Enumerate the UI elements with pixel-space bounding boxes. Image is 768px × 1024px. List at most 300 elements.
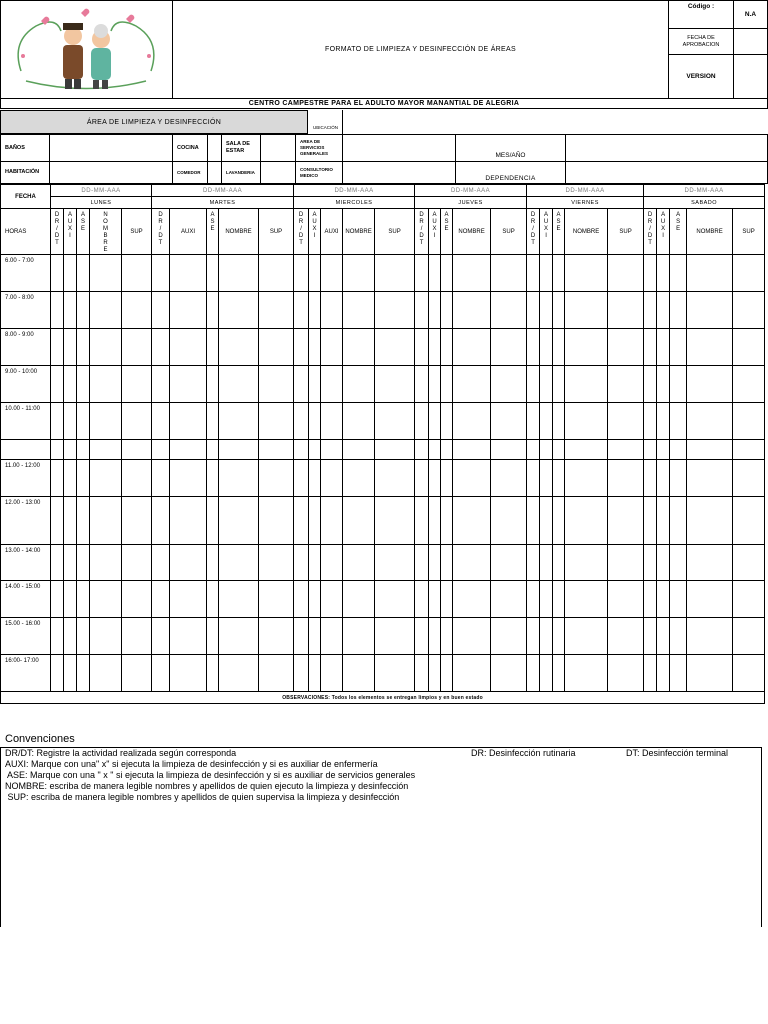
schedule-cell[interactable] bbox=[122, 618, 152, 655]
schedule-cell[interactable] bbox=[90, 545, 122, 581]
schedule-cell[interactable] bbox=[415, 440, 429, 460]
schedule-cell[interactable] bbox=[170, 618, 207, 655]
schedule-cell[interactable] bbox=[375, 366, 415, 403]
schedule-cell[interactable] bbox=[670, 440, 687, 460]
schedule-cell[interactable] bbox=[309, 403, 321, 440]
schedule-cell[interactable] bbox=[733, 545, 765, 581]
schedule-cell[interactable] bbox=[540, 440, 553, 460]
schedule-cell[interactable] bbox=[309, 292, 321, 329]
schedule-cell[interactable] bbox=[441, 329, 453, 366]
schedule-cell[interactable] bbox=[170, 581, 207, 618]
schedule-cell[interactable] bbox=[657, 618, 670, 655]
schedule-cell[interactable] bbox=[453, 497, 491, 545]
schedule-cell[interactable] bbox=[207, 292, 219, 329]
schedule-cell[interactable] bbox=[657, 329, 670, 366]
schedule-cell[interactable] bbox=[152, 460, 170, 497]
schedule-cell[interactable] bbox=[77, 545, 90, 581]
schedule-cell[interactable] bbox=[429, 497, 441, 545]
schedule-cell[interactable] bbox=[491, 403, 527, 440]
schedule-cell[interactable] bbox=[152, 366, 170, 403]
schedule-cell[interactable] bbox=[687, 440, 733, 460]
schedule-cell[interactable] bbox=[670, 618, 687, 655]
version-value[interactable] bbox=[733, 54, 768, 99]
schedule-cell[interactable] bbox=[491, 581, 527, 618]
schedule-cell[interactable] bbox=[259, 618, 294, 655]
schedule-cell[interactable] bbox=[540, 329, 553, 366]
schedule-cell[interactable] bbox=[687, 460, 733, 497]
schedule-cell[interactable] bbox=[657, 655, 670, 692]
schedule-cell[interactable] bbox=[219, 655, 259, 692]
schedule-cell[interactable] bbox=[415, 366, 429, 403]
schedule-cell[interactable] bbox=[90, 440, 122, 460]
schedule-cell[interactable] bbox=[219, 460, 259, 497]
schedule-cell[interactable] bbox=[77, 366, 90, 403]
schedule-cell[interactable] bbox=[343, 366, 375, 403]
schedule-cell[interactable] bbox=[441, 581, 453, 618]
schedule-cell[interactable] bbox=[375, 655, 415, 692]
schedule-cell[interactable] bbox=[51, 497, 64, 545]
schedule-cell[interactable] bbox=[207, 618, 219, 655]
date-field[interactable]: DD-MM-AAA bbox=[527, 185, 644, 197]
schedule-cell[interactable] bbox=[309, 581, 321, 618]
schedule-cell[interactable] bbox=[441, 497, 453, 545]
schedule-cell[interactable] bbox=[540, 292, 553, 329]
schedule-cell[interactable] bbox=[608, 618, 644, 655]
schedule-cell[interactable] bbox=[152, 403, 170, 440]
schedule-cell[interactable] bbox=[375, 460, 415, 497]
schedule-cell[interactable] bbox=[321, 581, 343, 618]
schedule-cell[interactable] bbox=[259, 497, 294, 545]
schedule-cell[interactable] bbox=[343, 655, 375, 692]
schedule-cell[interactable] bbox=[441, 440, 453, 460]
schedule-cell[interactable] bbox=[51, 440, 64, 460]
schedule-cell[interactable] bbox=[152, 655, 170, 692]
schedule-cell[interactable] bbox=[90, 255, 122, 292]
schedule-cell[interactable] bbox=[375, 329, 415, 366]
schedule-cell[interactable] bbox=[527, 460, 540, 497]
schedule-cell[interactable] bbox=[77, 655, 90, 692]
schedule-cell[interactable] bbox=[122, 292, 152, 329]
schedule-cell[interactable] bbox=[608, 440, 644, 460]
schedule-cell[interactable] bbox=[415, 655, 429, 692]
schedule-cell[interactable] bbox=[553, 655, 565, 692]
cocina-input[interactable] bbox=[207, 134, 222, 162]
schedule-cell[interactable] bbox=[343, 545, 375, 581]
schedule-cell[interactable] bbox=[733, 497, 765, 545]
schedule-cell[interactable] bbox=[453, 460, 491, 497]
schedule-cell[interactable] bbox=[429, 403, 441, 440]
schedule-cell[interactable] bbox=[670, 292, 687, 329]
schedule-cell[interactable] bbox=[491, 497, 527, 545]
schedule-cell[interactable] bbox=[453, 655, 491, 692]
schedule-cell[interactable] bbox=[259, 581, 294, 618]
schedule-cell[interactable] bbox=[491, 460, 527, 497]
schedule-cell[interactable] bbox=[51, 460, 64, 497]
schedule-cell[interactable] bbox=[122, 545, 152, 581]
schedule-cell[interactable] bbox=[657, 460, 670, 497]
schedule-cell[interactable] bbox=[540, 403, 553, 440]
schedule-cell[interactable] bbox=[540, 497, 553, 545]
lavanderia-input[interactable] bbox=[260, 161, 296, 184]
schedule-cell[interactable] bbox=[733, 366, 765, 403]
schedule-cell[interactable] bbox=[207, 366, 219, 403]
schedule-cell[interactable] bbox=[441, 403, 453, 440]
schedule-cell[interactable] bbox=[90, 366, 122, 403]
schedule-cell[interactable] bbox=[343, 460, 375, 497]
schedule-cell[interactable] bbox=[733, 255, 765, 292]
schedule-cell[interactable] bbox=[553, 329, 565, 366]
schedule-cell[interactable] bbox=[51, 329, 64, 366]
schedule-cell[interactable] bbox=[64, 255, 77, 292]
schedule-cell[interactable] bbox=[77, 403, 90, 440]
schedule-cell[interactable] bbox=[687, 581, 733, 618]
schedule-cell[interactable] bbox=[441, 655, 453, 692]
schedule-cell[interactable] bbox=[219, 255, 259, 292]
schedule-cell[interactable] bbox=[540, 618, 553, 655]
schedule-cell[interactable] bbox=[152, 581, 170, 618]
schedule-cell[interactable] bbox=[294, 366, 309, 403]
schedule-cell[interactable] bbox=[259, 255, 294, 292]
schedule-cell[interactable] bbox=[553, 440, 565, 460]
schedule-cell[interactable] bbox=[565, 618, 608, 655]
schedule-cell[interactable] bbox=[152, 618, 170, 655]
schedule-cell[interactable] bbox=[429, 581, 441, 618]
schedule-cell[interactable] bbox=[375, 292, 415, 329]
schedule-cell[interactable] bbox=[207, 581, 219, 618]
schedule-cell[interactable] bbox=[309, 440, 321, 460]
schedule-cell[interactable] bbox=[219, 497, 259, 545]
schedule-cell[interactable] bbox=[415, 618, 429, 655]
schedule-cell[interactable] bbox=[415, 329, 429, 366]
schedule-cell[interactable] bbox=[429, 618, 441, 655]
schedule-cell[interactable] bbox=[170, 497, 207, 545]
schedule-cell[interactable] bbox=[321, 655, 343, 692]
schedule-cell[interactable] bbox=[441, 255, 453, 292]
schedule-cell[interactable] bbox=[670, 403, 687, 440]
schedule-cell[interactable] bbox=[219, 618, 259, 655]
schedule-cell[interactable] bbox=[90, 329, 122, 366]
schedule-cell[interactable] bbox=[170, 440, 207, 460]
schedule-cell[interactable] bbox=[441, 292, 453, 329]
schedule-cell[interactable] bbox=[64, 545, 77, 581]
schedule-cell[interactable] bbox=[321, 292, 343, 329]
schedule-cell[interactable] bbox=[687, 497, 733, 545]
schedule-cell[interactable] bbox=[294, 403, 309, 440]
schedule-cell[interactable] bbox=[491, 292, 527, 329]
schedule-cell[interactable] bbox=[152, 292, 170, 329]
schedule-cell[interactable] bbox=[687, 255, 733, 292]
schedule-cell[interactable] bbox=[64, 440, 77, 460]
schedule-cell[interactable] bbox=[657, 292, 670, 329]
schedule-cell[interactable] bbox=[565, 329, 608, 366]
schedule-cell[interactable] bbox=[122, 403, 152, 440]
schedule-cell[interactable] bbox=[90, 655, 122, 692]
schedule-cell[interactable] bbox=[64, 497, 77, 545]
schedule-cell[interactable] bbox=[51, 403, 64, 440]
schedule-cell[interactable] bbox=[309, 366, 321, 403]
schedule-cell[interactable] bbox=[207, 460, 219, 497]
schedule-cell[interactable] bbox=[294, 655, 309, 692]
dependencia-input[interactable] bbox=[565, 161, 768, 184]
schedule-cell[interactable] bbox=[343, 581, 375, 618]
schedule-cell[interactable] bbox=[294, 497, 309, 545]
schedule-cell[interactable] bbox=[77, 440, 90, 460]
schedule-cell[interactable] bbox=[670, 329, 687, 366]
schedule-cell[interactable] bbox=[429, 292, 441, 329]
schedule-cell[interactable] bbox=[219, 292, 259, 329]
schedule-cell[interactable] bbox=[565, 497, 608, 545]
schedule-cell[interactable] bbox=[644, 545, 657, 581]
schedule-cell[interactable] bbox=[415, 292, 429, 329]
schedule-cell[interactable] bbox=[733, 655, 765, 692]
schedule-cell[interactable] bbox=[90, 403, 122, 440]
schedule-cell[interactable] bbox=[415, 255, 429, 292]
schedule-cell[interactable] bbox=[219, 440, 259, 460]
schedule-cell[interactable] bbox=[441, 460, 453, 497]
schedule-cell[interactable] bbox=[608, 581, 644, 618]
schedule-cell[interactable] bbox=[219, 329, 259, 366]
schedule-cell[interactable] bbox=[219, 545, 259, 581]
schedule-cell[interactable] bbox=[122, 460, 152, 497]
schedule-cell[interactable] bbox=[670, 581, 687, 618]
schedule-cell[interactable] bbox=[152, 440, 170, 460]
schedule-cell[interactable] bbox=[259, 545, 294, 581]
schedule-cell[interactable] bbox=[90, 460, 122, 497]
schedule-cell[interactable] bbox=[540, 460, 553, 497]
date-field[interactable]: DD-MM-AAA bbox=[294, 185, 415, 197]
schedule-cell[interactable] bbox=[429, 460, 441, 497]
schedule-cell[interactable] bbox=[553, 618, 565, 655]
date-field[interactable]: DD-MM-AAA bbox=[644, 185, 765, 197]
schedule-cell[interactable] bbox=[670, 366, 687, 403]
schedule-cell[interactable] bbox=[453, 440, 491, 460]
schedule-cell[interactable] bbox=[294, 545, 309, 581]
schedule-cell[interactable] bbox=[170, 460, 207, 497]
schedule-cell[interactable] bbox=[565, 581, 608, 618]
schedule-cell[interactable] bbox=[152, 329, 170, 366]
schedule-cell[interactable] bbox=[415, 497, 429, 545]
schedule-cell[interactable] bbox=[441, 366, 453, 403]
schedule-cell[interactable] bbox=[733, 618, 765, 655]
schedule-cell[interactable] bbox=[553, 366, 565, 403]
schedule-cell[interactable] bbox=[491, 440, 527, 460]
schedule-cell[interactable] bbox=[687, 655, 733, 692]
schedule-cell[interactable] bbox=[644, 366, 657, 403]
schedule-cell[interactable] bbox=[429, 366, 441, 403]
schedule-cell[interactable] bbox=[657, 440, 670, 460]
schedule-cell[interactable] bbox=[644, 292, 657, 329]
schedule-cell[interactable] bbox=[527, 545, 540, 581]
consultorio-input[interactable] bbox=[342, 161, 456, 184]
schedule-cell[interactable] bbox=[644, 655, 657, 692]
mes-ano-input[interactable] bbox=[565, 134, 768, 162]
schedule-cell[interactable] bbox=[415, 545, 429, 581]
schedule-cell[interactable] bbox=[321, 497, 343, 545]
schedule-cell[interactable] bbox=[77, 255, 90, 292]
schedule-cell[interactable] bbox=[170, 655, 207, 692]
date-field[interactable]: DD-MM-AAA bbox=[152, 185, 294, 197]
schedule-cell[interactable] bbox=[644, 255, 657, 292]
schedule-cell[interactable] bbox=[294, 460, 309, 497]
schedule-cell[interactable] bbox=[152, 255, 170, 292]
schedule-cell[interactable] bbox=[565, 440, 608, 460]
schedule-cell[interactable] bbox=[77, 497, 90, 545]
schedule-cell[interactable] bbox=[90, 618, 122, 655]
schedule-cell[interactable] bbox=[122, 366, 152, 403]
schedule-cell[interactable] bbox=[608, 366, 644, 403]
schedule-cell[interactable] bbox=[343, 497, 375, 545]
schedule-cell[interactable] bbox=[122, 655, 152, 692]
schedule-cell[interactable] bbox=[170, 403, 207, 440]
schedule-cell[interactable] bbox=[553, 460, 565, 497]
schedule-cell[interactable] bbox=[527, 618, 540, 655]
schedule-cell[interactable] bbox=[51, 545, 64, 581]
schedule-cell[interactable] bbox=[565, 366, 608, 403]
schedule-cell[interactable] bbox=[375, 440, 415, 460]
schedule-cell[interactable] bbox=[343, 403, 375, 440]
date-field[interactable]: DD-MM-AAA bbox=[51, 185, 152, 197]
schedule-cell[interactable] bbox=[51, 581, 64, 618]
schedule-cell[interactable] bbox=[51, 618, 64, 655]
schedule-cell[interactable] bbox=[608, 460, 644, 497]
schedule-cell[interactable] bbox=[64, 403, 77, 440]
sala-estar-input[interactable] bbox=[260, 134, 296, 162]
schedule-cell[interactable] bbox=[294, 329, 309, 366]
schedule-cell[interactable] bbox=[170, 255, 207, 292]
schedule-cell[interactable] bbox=[657, 497, 670, 545]
schedule-cell[interactable] bbox=[309, 329, 321, 366]
schedule-cell[interactable] bbox=[170, 366, 207, 403]
schedule-cell[interactable] bbox=[657, 366, 670, 403]
schedule-cell[interactable] bbox=[657, 545, 670, 581]
schedule-cell[interactable] bbox=[170, 545, 207, 581]
schedule-cell[interactable] bbox=[565, 292, 608, 329]
schedule-cell[interactable] bbox=[608, 329, 644, 366]
schedule-cell[interactable] bbox=[122, 581, 152, 618]
schedule-cell[interactable] bbox=[733, 440, 765, 460]
schedule-cell[interactable] bbox=[733, 329, 765, 366]
banos-input[interactable] bbox=[49, 134, 173, 162]
schedule-cell[interactable] bbox=[64, 366, 77, 403]
schedule-cell[interactable] bbox=[429, 545, 441, 581]
schedule-cell[interactable] bbox=[321, 255, 343, 292]
schedule-cell[interactable] bbox=[644, 329, 657, 366]
date-field[interactable]: DD-MM-AAA bbox=[415, 185, 527, 197]
schedule-cell[interactable] bbox=[527, 403, 540, 440]
schedule-cell[interactable] bbox=[90, 292, 122, 329]
schedule-cell[interactable] bbox=[294, 581, 309, 618]
schedule-cell[interactable] bbox=[415, 581, 429, 618]
schedule-cell[interactable] bbox=[259, 460, 294, 497]
schedule-cell[interactable] bbox=[343, 440, 375, 460]
schedule-cell[interactable] bbox=[453, 255, 491, 292]
schedule-cell[interactable] bbox=[553, 581, 565, 618]
schedule-cell[interactable] bbox=[608, 403, 644, 440]
schedule-cell[interactable] bbox=[415, 460, 429, 497]
schedule-cell[interactable] bbox=[64, 460, 77, 497]
schedule-cell[interactable] bbox=[122, 497, 152, 545]
schedule-cell[interactable] bbox=[207, 655, 219, 692]
schedule-cell[interactable] bbox=[733, 581, 765, 618]
schedule-cell[interactable] bbox=[309, 618, 321, 655]
schedule-cell[interactable] bbox=[321, 618, 343, 655]
schedule-cell[interactable] bbox=[77, 581, 90, 618]
schedule-cell[interactable] bbox=[321, 460, 343, 497]
schedule-cell[interactable] bbox=[321, 366, 343, 403]
schedule-cell[interactable] bbox=[733, 292, 765, 329]
schedule-cell[interactable] bbox=[553, 292, 565, 329]
schedule-cell[interactable] bbox=[453, 581, 491, 618]
schedule-cell[interactable] bbox=[259, 403, 294, 440]
schedule-cell[interactable] bbox=[51, 292, 64, 329]
schedule-cell[interactable] bbox=[207, 545, 219, 581]
schedule-cell[interactable] bbox=[527, 292, 540, 329]
schedule-cell[interactable] bbox=[122, 440, 152, 460]
schedule-cell[interactable] bbox=[540, 545, 553, 581]
schedule-cell[interactable] bbox=[415, 403, 429, 440]
schedule-cell[interactable] bbox=[687, 618, 733, 655]
schedule-cell[interactable] bbox=[309, 655, 321, 692]
schedule-cell[interactable] bbox=[64, 581, 77, 618]
schedule-cell[interactable] bbox=[491, 618, 527, 655]
schedule-cell[interactable] bbox=[657, 255, 670, 292]
schedule-cell[interactable] bbox=[527, 329, 540, 366]
schedule-cell[interactable] bbox=[259, 292, 294, 329]
schedule-cell[interactable] bbox=[687, 366, 733, 403]
schedule-cell[interactable] bbox=[670, 497, 687, 545]
schedule-cell[interactable] bbox=[644, 440, 657, 460]
schedule-cell[interactable] bbox=[429, 440, 441, 460]
schedule-cell[interactable] bbox=[259, 329, 294, 366]
schedule-cell[interactable] bbox=[608, 292, 644, 329]
schedule-cell[interactable] bbox=[670, 460, 687, 497]
schedule-cell[interactable] bbox=[152, 497, 170, 545]
schedule-cell[interactable] bbox=[453, 366, 491, 403]
schedule-cell[interactable] bbox=[294, 440, 309, 460]
schedule-cell[interactable] bbox=[657, 403, 670, 440]
schedule-cell[interactable] bbox=[309, 460, 321, 497]
schedule-cell[interactable] bbox=[375, 497, 415, 545]
schedule-cell[interactable] bbox=[122, 255, 152, 292]
schedule-cell[interactable] bbox=[375, 255, 415, 292]
schedule-cell[interactable] bbox=[565, 655, 608, 692]
schedule-cell[interactable] bbox=[375, 581, 415, 618]
schedule-cell[interactable] bbox=[644, 403, 657, 440]
schedule-cell[interactable] bbox=[733, 460, 765, 497]
schedule-cell[interactable] bbox=[527, 440, 540, 460]
schedule-cell[interactable] bbox=[608, 497, 644, 545]
schedule-cell[interactable] bbox=[670, 655, 687, 692]
schedule-cell[interactable] bbox=[64, 292, 77, 329]
schedule-cell[interactable] bbox=[453, 545, 491, 581]
schedule-cell[interactable] bbox=[644, 460, 657, 497]
schedule-cell[interactable] bbox=[540, 581, 553, 618]
schedule-cell[interactable] bbox=[540, 366, 553, 403]
schedule-cell[interactable] bbox=[608, 545, 644, 581]
schedule-cell[interactable] bbox=[321, 329, 343, 366]
schedule-cell[interactable] bbox=[207, 255, 219, 292]
schedule-cell[interactable] bbox=[491, 255, 527, 292]
schedule-cell[interactable] bbox=[527, 255, 540, 292]
schedule-cell[interactable] bbox=[219, 403, 259, 440]
schedule-cell[interactable] bbox=[608, 655, 644, 692]
schedule-cell[interactable] bbox=[733, 403, 765, 440]
schedule-cell[interactable] bbox=[429, 655, 441, 692]
schedule-cell[interactable] bbox=[90, 581, 122, 618]
schedule-cell[interactable] bbox=[429, 329, 441, 366]
schedule-cell[interactable] bbox=[553, 403, 565, 440]
schedule-cell[interactable] bbox=[294, 618, 309, 655]
